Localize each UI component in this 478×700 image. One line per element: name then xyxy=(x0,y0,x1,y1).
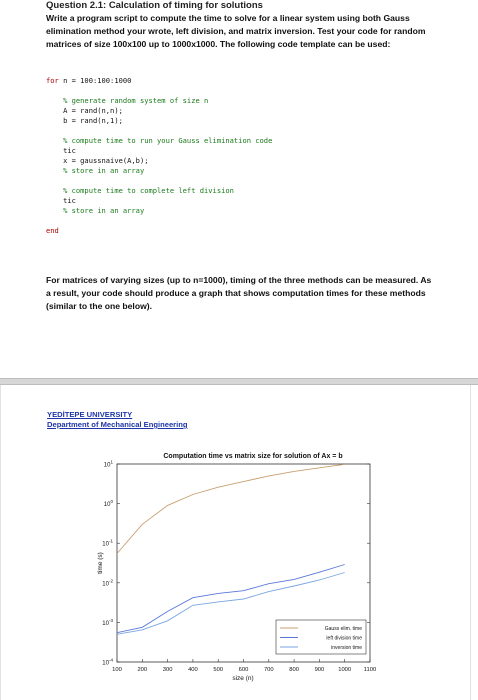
code-template xyxy=(46,76,446,236)
legend-entry: inversion time xyxy=(331,645,362,651)
code-comment-generate: % generate random system of size n xyxy=(46,96,209,105)
x-tick-label: 100 xyxy=(112,667,122,673)
question-paragraph-2: For matrices of varying sizes (up to n=1000), timing of the three methods can be measured. As a result, your code should produce a graph that shows computation times for these methods (similar to the one below). xyxy=(46,275,432,311)
code-line-rand-a: A = rand(n,n); xyxy=(46,106,123,115)
x-tick-label: 700 xyxy=(263,667,274,673)
x-tick-label: 1000 xyxy=(338,667,352,673)
code-line-gaussnaive: x = gaussnaive(A,b); xyxy=(46,156,149,165)
x-tick-label: 400 xyxy=(188,667,198,673)
x-tick-labels xyxy=(112,667,376,673)
code-comment-store-1: % store in an array xyxy=(46,166,145,175)
code-comment-left-division: % compute time to complete left division xyxy=(46,186,234,195)
y-tick-label: $10^1$ xyxy=(103,459,113,469)
x-tick-label: 1100 xyxy=(363,667,377,673)
legend xyxy=(276,620,366,654)
y-tick-label: $10^{-3}$ xyxy=(102,617,113,627)
university-name[interactable]: YEDİTEPE UNIVERSITY xyxy=(47,410,133,419)
x-tick-label: 500 xyxy=(213,667,224,673)
y-tick-label: $10^{-4}$ xyxy=(102,657,113,667)
x-tick-label: 200 xyxy=(137,667,148,673)
legend-entry: left division time xyxy=(326,635,362,642)
code-keyword-end: end xyxy=(46,226,59,235)
code-line-tic-2: tic xyxy=(46,196,76,205)
x-tick-label: 900 xyxy=(314,667,325,673)
x-axis-label: size (n) xyxy=(232,675,254,682)
legend-entry: Gauss elim. time xyxy=(324,626,362,632)
code-keyword-for: for xyxy=(46,76,59,85)
page-divider xyxy=(0,378,478,385)
code-line-1: n = 100:100:1000 xyxy=(58,76,132,85)
y-tick-label: $10^0$ xyxy=(103,499,113,509)
code-comment-store-2: % store in an array xyxy=(46,206,145,215)
x-tick-label: 600 xyxy=(238,667,249,673)
institution-header xyxy=(47,410,188,430)
y-tick-label: $10^{-2}$ xyxy=(102,578,113,588)
department-name[interactable]: Department of Mechanical Engineering xyxy=(47,420,188,429)
chart-title: Computation time vs matrix size for solution of Ax = b xyxy=(163,453,343,460)
code-line-rand-b: b = rand(n,1); xyxy=(46,116,123,125)
y-axis-label: time (s) xyxy=(97,552,104,574)
code-comment-gauss: % compute time to run your Gauss elimination code xyxy=(46,136,273,145)
timing-chart xyxy=(0,436,478,698)
y-tick-label: $10^{-1}$ xyxy=(102,538,113,548)
code-line-tic-1: tic xyxy=(46,146,76,155)
question-heading: Question 2.1: Calculation of timing for solutions xyxy=(46,0,263,11)
question-paragraph-1: Write a program script to compute the time to solve for a linear system using both Gauss elimination method your wrote, left division, and matrix inversion. Test your code for random matrices of size 100x100 up to 1000x1000. The following code template can be used: xyxy=(46,13,426,49)
x-tick-label: 800 xyxy=(289,667,299,673)
x-tick-label: 300 xyxy=(162,667,173,673)
